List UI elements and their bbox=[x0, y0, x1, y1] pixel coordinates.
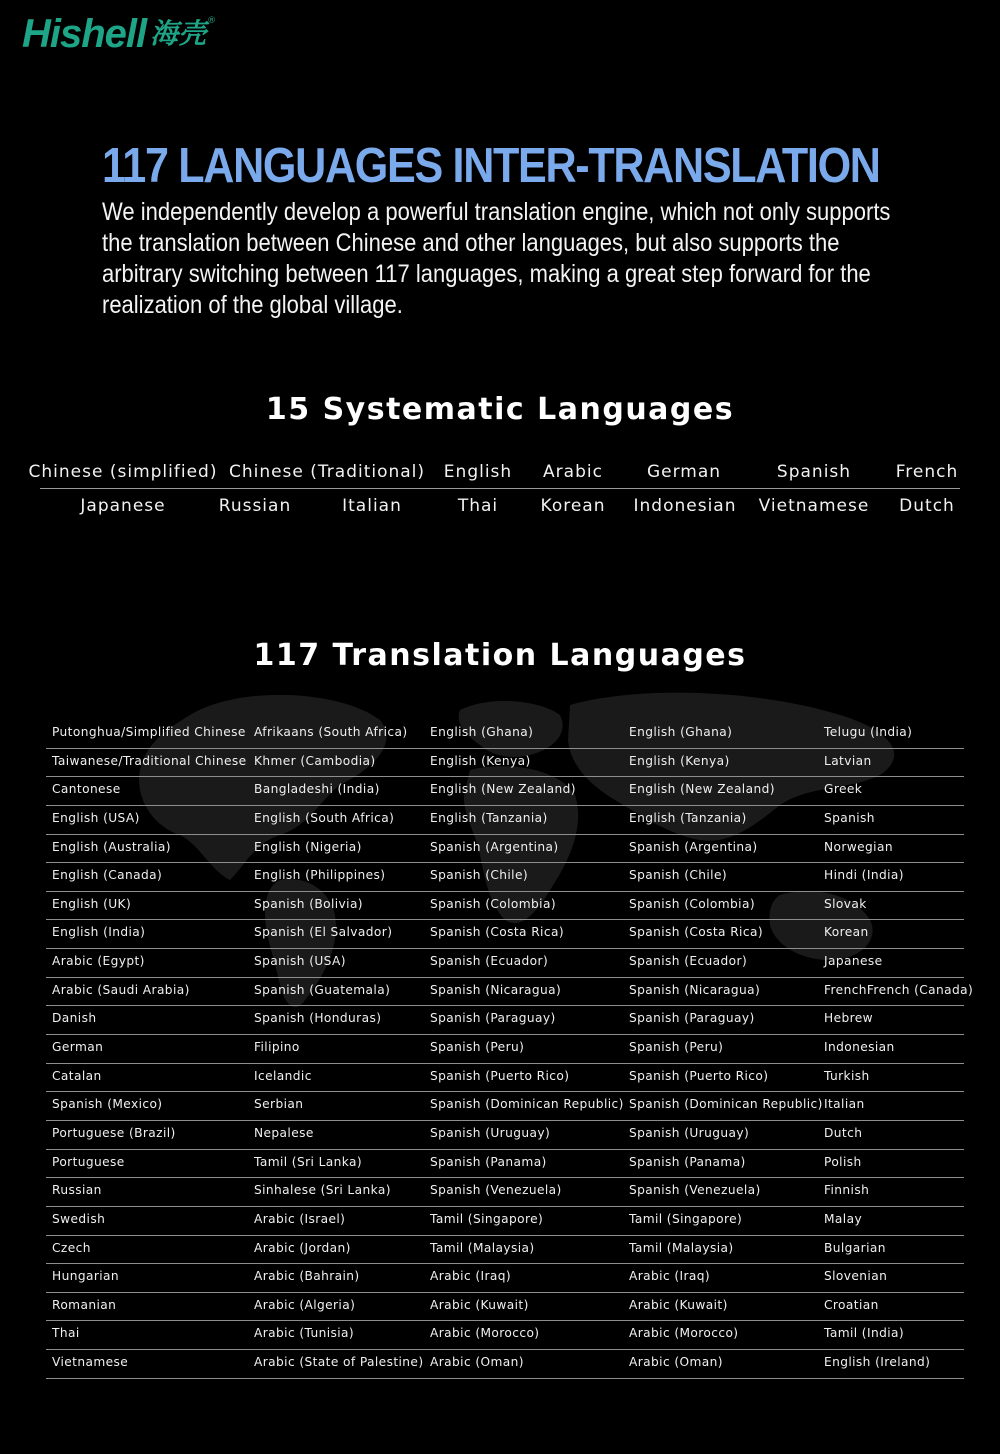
table-cell: Arabic (Jordan) bbox=[254, 1240, 351, 1255]
table-cell: Khmer (Cambodia) bbox=[254, 753, 376, 768]
brand-name-cn: 海壳 bbox=[150, 17, 207, 50]
systematic-language: Dutch bbox=[899, 496, 955, 516]
table-cell: Danish bbox=[52, 1011, 97, 1026]
table-cell: Tamil (Malaysia) bbox=[430, 1240, 535, 1255]
systematic-language: Russian bbox=[218, 496, 292, 516]
table-cell: Czech bbox=[52, 1240, 91, 1255]
brand-name: Hishell bbox=[22, 12, 147, 56]
table-cell: Arabic (Kuwait) bbox=[629, 1297, 728, 1312]
table-cell: Catalan bbox=[52, 1068, 102, 1083]
table-cell: Spanish bbox=[824, 810, 875, 825]
table-row bbox=[46, 892, 964, 921]
table-row bbox=[46, 1092, 964, 1121]
table-cell: Spanish (Panama) bbox=[430, 1154, 547, 1169]
table-cell: Slovenian bbox=[824, 1269, 888, 1284]
table-cell: Russian bbox=[52, 1183, 102, 1198]
table-cell: Tamil (Singapore) bbox=[629, 1211, 743, 1226]
table-cell: German bbox=[52, 1040, 104, 1055]
systematic-language: Indonesian bbox=[633, 496, 737, 516]
table-cell: Italian bbox=[824, 1097, 865, 1112]
table-cell: Bangladeshi (India) bbox=[254, 782, 380, 797]
table-cell: Spanish (USA) bbox=[254, 954, 346, 969]
table-row bbox=[46, 1321, 964, 1350]
table-cell: English (New Zealand) bbox=[629, 782, 775, 797]
table-cell: Arabic (Algeria) bbox=[254, 1297, 356, 1312]
table-row bbox=[46, 835, 964, 864]
table-cell: English (UK) bbox=[52, 896, 132, 911]
table-cell: Cantonese bbox=[52, 782, 121, 797]
table-cell: Afrikaans (South Africa) bbox=[254, 725, 408, 739]
table-cell: Spanish (Colombia) bbox=[629, 896, 755, 911]
table-cell: Spanish (Argentina) bbox=[430, 839, 559, 854]
table-cell: English (Nigeria) bbox=[254, 839, 362, 854]
table-cell: Norwegian bbox=[824, 839, 893, 854]
systematic-language: German bbox=[646, 462, 722, 482]
table-cell: Spanish (Peru) bbox=[430, 1040, 525, 1055]
systematic-language: Vietnamese bbox=[758, 496, 870, 516]
table-cell: Spanish (Panama) bbox=[629, 1154, 746, 1169]
table-cell: Arabic (State of Palestine) bbox=[254, 1355, 424, 1370]
table-cell: Portuguese (Brazil) bbox=[52, 1125, 176, 1140]
table-cell: Spanish (Peru) bbox=[629, 1040, 724, 1055]
table-cell: Arabic (Iraq) bbox=[629, 1269, 711, 1284]
systematic-language: Japanese bbox=[80, 496, 166, 516]
table-row bbox=[46, 1178, 964, 1207]
table-cell: Spanish (Argentina) bbox=[629, 839, 758, 854]
table-cell: Spanish (Nicaragua) bbox=[629, 982, 761, 997]
table-cell: English (Kenya) bbox=[430, 753, 531, 768]
systematic-language: Korean bbox=[540, 496, 606, 516]
systematic-language: Italian bbox=[342, 496, 402, 516]
table-cell: Spanish (Uruguay) bbox=[430, 1125, 551, 1140]
table-cell: Finnish bbox=[824, 1183, 870, 1198]
table-cell: Arabic (Egypt) bbox=[52, 954, 145, 969]
table-cell: Spanish (Puerto Rico) bbox=[430, 1068, 570, 1083]
table-row bbox=[46, 949, 964, 978]
table-cell: Arabic (Tunisia) bbox=[254, 1326, 355, 1341]
table-cell: Greek bbox=[824, 782, 863, 797]
table-cell: Spanish (Chile) bbox=[430, 868, 529, 883]
table-row bbox=[46, 1035, 964, 1064]
intro-paragraph: We independently develop a powerful translation engine, which not only supports the translation between Chinese and other languages, but also supports the arbitrary switching between 117 languages, making a great step forward for the realization of the global village. bbox=[102, 198, 891, 319]
table-cell: English (Philippines) bbox=[254, 868, 386, 883]
table-row bbox=[46, 1064, 964, 1093]
table-cell: Spanish (Paraguay) bbox=[629, 1011, 755, 1026]
table-cell: Indonesian bbox=[824, 1040, 895, 1055]
table-cell: Putonghua/Simplified Chinese bbox=[52, 725, 246, 739]
table-cell: Arabic (Saudi Arabia) bbox=[52, 982, 190, 997]
table-cell: English (India) bbox=[52, 925, 146, 940]
table-cell: Hungarian bbox=[52, 1269, 120, 1284]
table-row bbox=[46, 920, 964, 949]
translation-languages-table bbox=[46, 720, 974, 1379]
table-row bbox=[46, 1207, 964, 1236]
table-cell: Arabic (Iraq) bbox=[430, 1269, 512, 1284]
table-cell: Polish bbox=[824, 1154, 862, 1169]
systematic-language: Arabic bbox=[543, 462, 603, 482]
systematic-language: Chinese (Traditional) bbox=[228, 462, 426, 482]
table-cell: Spanish (Mexico) bbox=[52, 1097, 163, 1112]
table-cell: Thai bbox=[52, 1326, 80, 1341]
table-row bbox=[46, 1150, 964, 1179]
table-cell: Tamil (Singapore) bbox=[430, 1211, 544, 1226]
table-cell: Croatian bbox=[824, 1297, 879, 1312]
table-cell: Spanish (Uruguay) bbox=[629, 1125, 750, 1140]
table-cell: Spanish (Ecuador) bbox=[629, 954, 748, 969]
table-cell: Tamil (Malaysia) bbox=[629, 1240, 734, 1255]
table-cell: English (Kenya) bbox=[629, 753, 730, 768]
table-cell: Arabic (Morocco) bbox=[629, 1326, 739, 1341]
table-cell: Arabic (Morocco) bbox=[430, 1326, 540, 1341]
table-cell: Dutch bbox=[824, 1125, 863, 1140]
systematic-languages-title: 15 Systematic Languages bbox=[265, 392, 735, 427]
table-cell: Spanish (Colombia) bbox=[430, 896, 556, 911]
table-cell: Icelandic bbox=[254, 1068, 312, 1083]
table-cell: Hindi (India) bbox=[824, 868, 904, 883]
table-cell: Filipino bbox=[254, 1040, 300, 1055]
systematic-language: Spanish bbox=[776, 462, 852, 482]
table-cell: Taiwanese/Traditional Chinese bbox=[52, 753, 247, 768]
table-cell: Spanish (Dominican Republic) bbox=[430, 1097, 624, 1112]
table-cell: Arabic (Oman) bbox=[430, 1355, 524, 1370]
table-cell: Tamil (India) bbox=[824, 1326, 905, 1341]
table-cell: English (Australia) bbox=[52, 839, 171, 854]
table-cell: Tamil (Sri Lanka) bbox=[254, 1154, 363, 1169]
systematic-language: French bbox=[895, 462, 959, 482]
translation-languages-title: 117 Translation Languages bbox=[253, 638, 747, 673]
table-row bbox=[46, 1264, 964, 1293]
table-cell: English (Ghana) bbox=[430, 725, 534, 739]
table-cell: Spanish (Costa Rica) bbox=[430, 925, 564, 940]
systematic-language: English bbox=[443, 462, 513, 482]
table-row bbox=[46, 806, 964, 835]
table-cell: English (USA) bbox=[52, 810, 140, 825]
table-cell: Arabic (Kuwait) bbox=[430, 1297, 529, 1312]
table-cell: Bulgarian bbox=[824, 1240, 886, 1255]
table-cell: Portuguese bbox=[52, 1154, 125, 1169]
table-cell: Malay bbox=[824, 1211, 863, 1226]
table-row bbox=[46, 1350, 964, 1379]
table-cell: Spanish (Chile) bbox=[629, 868, 728, 883]
table-cell: English (Ghana) bbox=[629, 725, 733, 739]
table-cell: Arabic (Israel) bbox=[254, 1211, 346, 1226]
table-cell: Spanish (Ecuador) bbox=[430, 954, 549, 969]
table-cell: English (South Africa) bbox=[254, 810, 395, 825]
table-row bbox=[46, 1121, 964, 1150]
table-cell: Serbian bbox=[254, 1097, 304, 1112]
table-cell: Spanish (Dominican Republic) bbox=[629, 1097, 823, 1112]
table-row bbox=[46, 863, 964, 892]
table-row bbox=[46, 720, 964, 749]
table-cell: English (Tanzania) bbox=[629, 810, 747, 825]
registered-mark: ® bbox=[207, 16, 217, 26]
table-cell: Vietnamese bbox=[52, 1355, 129, 1370]
table-cell: Spanish (Venezuela) bbox=[629, 1183, 761, 1198]
table-cell: Arabic (Oman) bbox=[629, 1355, 723, 1370]
table-cell: Arabic (Bahrain) bbox=[254, 1269, 360, 1284]
table-cell: Swedish bbox=[52, 1211, 106, 1226]
table-cell: English (Ireland) bbox=[824, 1355, 931, 1370]
table-cell: Japanese bbox=[824, 954, 883, 969]
table-cell: Telugu (India) bbox=[824, 725, 913, 739]
brand-logo bbox=[22, 12, 216, 56]
systematic-row-1 bbox=[28, 455, 960, 489]
table-cell: English (New Zealand) bbox=[430, 782, 576, 797]
table-cell: Slovak bbox=[824, 896, 867, 911]
table-row bbox=[46, 978, 974, 1007]
table-cell: Sinhalese (Sri Lanka) bbox=[254, 1183, 391, 1198]
table-row bbox=[46, 777, 964, 806]
table-cell: English (Canada) bbox=[52, 868, 163, 883]
table-cell: Spanish (Venezuela) bbox=[430, 1183, 562, 1198]
table-cell: Romanian bbox=[52, 1297, 117, 1312]
table-cell: Spanish (Puerto Rico) bbox=[629, 1068, 769, 1083]
table-cell: Spanish (Bolivia) bbox=[254, 896, 363, 911]
table-cell: Spanish (Paraguay) bbox=[430, 1011, 556, 1026]
table-row bbox=[46, 1006, 964, 1035]
table-cell: Nepalese bbox=[254, 1125, 314, 1140]
systematic-row-2 bbox=[40, 489, 960, 523]
table-cell: Spanish (Nicaragua) bbox=[430, 982, 562, 997]
systematic-language: Thai bbox=[457, 496, 499, 516]
table-cell: Spanish (Honduras) bbox=[254, 1011, 382, 1026]
systematic-language: Chinese (simplified) bbox=[28, 462, 218, 482]
table-row bbox=[46, 1293, 964, 1322]
table-cell: FrenchFrench (Canada) bbox=[824, 982, 974, 997]
table-cell: Spanish (Costa Rica) bbox=[629, 925, 763, 940]
table-cell: Turkish bbox=[824, 1068, 870, 1083]
table-cell: Spanish (El Salvador) bbox=[254, 925, 393, 940]
table-cell: Latvian bbox=[824, 753, 872, 768]
page-title: 117 LANGUAGES INTER-TRANSLATION bbox=[102, 139, 880, 193]
table-row bbox=[46, 749, 964, 778]
table-cell: Hebrew bbox=[824, 1011, 874, 1026]
table-cell: English (Tanzania) bbox=[430, 810, 548, 825]
table-cell: Korean bbox=[824, 925, 869, 940]
table-row bbox=[46, 1236, 964, 1265]
table-cell: Spanish (Guatemala) bbox=[254, 982, 391, 997]
